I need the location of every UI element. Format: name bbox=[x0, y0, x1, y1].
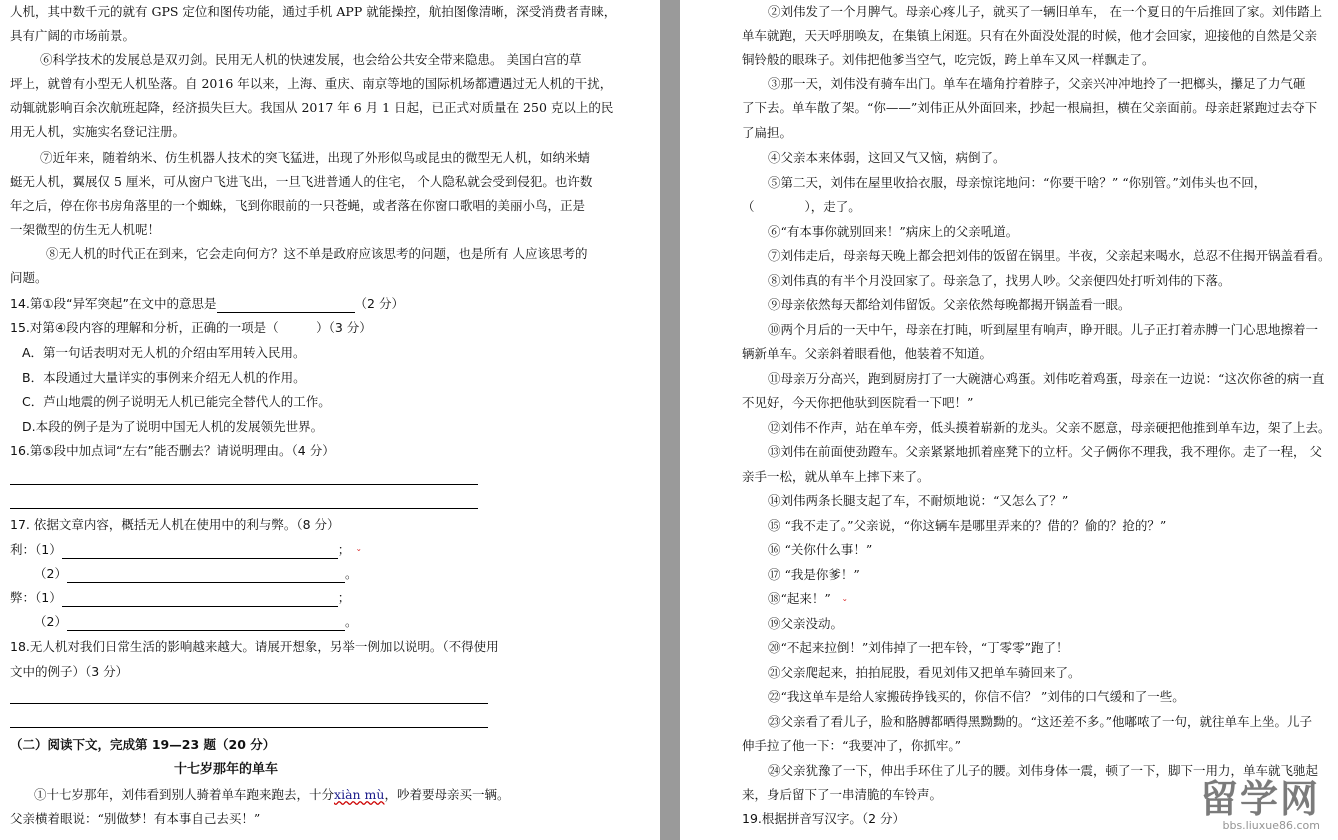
question-17: 17. 依据文章内容，概括无人机在使用中的利与弊。（8 分） bbox=[10, 517, 340, 532]
paragraph-line: （ ），走了。 bbox=[742, 199, 861, 214]
q17-bi-label: 弊：（1） bbox=[10, 590, 62, 605]
option-d: D.本段的例子是为了说明中国无人机的发展领先世界。 bbox=[22, 419, 324, 434]
section-heading: （二）阅读下文，完成第 19—23 题（20 分） bbox=[10, 737, 276, 752]
answer-line[interactable] bbox=[10, 727, 488, 728]
story-text: ①十七岁那年，刘伟看到别人骑着单车跑来跑去，十分 bbox=[34, 787, 335, 802]
option-a: A．第一句话表明对无人机的介绍由军用转入民用。 bbox=[22, 345, 306, 360]
paragraph-line: ⑥科学技术的发展总是双刃剑。民用无人机的快速发展，也会给公共安全带来隐患。 美国白宫的草 bbox=[40, 52, 582, 67]
paragraph-line: ⑤第二天，刘伟在屋里收拾衣服，母亲惊诧地问：“你要干啥？” “你别管。”刘伟头也不回， bbox=[768, 175, 1267, 190]
answer-blank[interactable] bbox=[62, 590, 338, 607]
paragraph-line: 人机，其中数千元的就有 GPS 定位和图传功能，通过手机 APP 就能操控，航拍图像清晰，深受消费者青睐， bbox=[10, 4, 617, 19]
paragraph-line: ⑪母亲万分高兴，跑到厨房打了一大碗溏心鸡蛋。刘伟吃着鸡蛋，母亲在一边说：“这次你爸的病一直 bbox=[768, 371, 1325, 386]
paragraph-line: ⑧无人机的时代正在到来，它会走向何方？这不单是政府应该思考的问题，也是所有 人应该思考的 bbox=[46, 246, 588, 261]
answer-blank[interactable] bbox=[67, 614, 345, 631]
q17-li-label: （2） bbox=[34, 566, 67, 581]
watermark-url: bbs.liuxue86.com bbox=[1222, 819, 1320, 832]
paragraph-line: 用无人机，实施实名登记注册。 bbox=[10, 124, 186, 139]
paragraph-line: 动辄就影响百余次航班起降，经济损失巨大。我国从 2017 年 6 月 1 日起，已正式对质量在 250 克以上的民 bbox=[10, 100, 614, 115]
question-14 bbox=[10, 296, 404, 313]
question-18: 18.无人机对我们日常生活的影响越来越大。请展开想象，另举一例加以说明。（不得使用 bbox=[10, 639, 499, 654]
paragraph-line: ㉓父亲看了看儿子，脸和胳膊都晒得黑黝黝的。“这还差不多。”他嘟哝了一句，就往单车上坐。儿子 bbox=[768, 714, 1313, 729]
option-b: B．本段通过大量详实的事例来介绍无人机的作用。 bbox=[22, 370, 306, 385]
paragraph-line: 铜铃般的眼珠子。刘伟把他爹当空气，吃完饭，跨上单车又风一样飘走了。 bbox=[742, 52, 1155, 67]
paragraph-line: ⑧刘伟真的有半个月没回家了。母亲急了，找男人吵。父亲便四处打听刘伟的下落。 bbox=[768, 273, 1231, 288]
paragraph-line: ④父亲本来体弱，这回又气又恼，病倒了。 bbox=[768, 150, 1006, 165]
paragraph-line: 蜓无人机，翼展仅 5 厘米，可从窗户飞进飞出，一旦飞进普通人的住宅， 个人隐私就会受到侵犯。也许数 bbox=[10, 174, 593, 189]
story-text: ，吵着要母亲买一辆。 bbox=[384, 787, 510, 802]
paragraph-line: ⑮ “我不走了。”父亲说，“你这辆车是哪里弄来的？借的？偷的？抢的？” bbox=[768, 518, 1167, 533]
q17-li-2 bbox=[34, 566, 357, 583]
story-paragraph: 父亲横着眼说：“别做梦！有本事自己去买！” bbox=[10, 811, 261, 826]
watermark-logo: 留学网 bbox=[1199, 777, 1320, 821]
paragraph-line: ⑭刘伟两条长腿支起了车，不耐烦地说：“又怎么了？” bbox=[768, 493, 1069, 508]
paragraph-line: 亲手一松，就从单车上摔下来了。 bbox=[742, 469, 930, 484]
question-19: 19.根据拼音写汉字。（2 分） bbox=[742, 811, 906, 826]
q17-bi-2 bbox=[34, 614, 357, 631]
punctuation: 。 bbox=[344, 566, 358, 581]
paragraph-line: ⑬刘伟在前面使劲蹬车。父亲紧紧地抓着座凳下的立杆。父子俩你不理我，我不理你。走了一程， 父 bbox=[768, 444, 1322, 459]
paragraph-line: ⑳“不起来拉倒！”刘伟掉了一把车铃，“丁零零”跑了！ bbox=[768, 640, 1069, 655]
paragraph-line: 问题。 bbox=[10, 270, 48, 285]
pinyin-blank: xiàn mù bbox=[334, 787, 385, 802]
paragraph-line: 一架微型的仿生无人机呢！ bbox=[10, 222, 161, 237]
spellcheck-mark: ˇ bbox=[356, 548, 362, 561]
option-c: C．芦山地震的例子说明无人机已能完全替代人的工作。 bbox=[22, 394, 331, 409]
paragraph-line: ⑥“有本事你就别回来！”病床上的父亲吼道。 bbox=[768, 224, 1019, 239]
paragraph-line: ㉑父亲爬起来，拍拍屁股，看见刘伟又把单车骑回来了。 bbox=[768, 665, 1081, 680]
paragraph-line: 伸手拉了他一下：“我要冲了，你抓牢。” bbox=[742, 738, 962, 753]
document-page-right bbox=[680, 0, 1338, 840]
paragraph-line: ⑦刘伟走后，母亲每天晚上都会把刘伟的饭留在锅里。半夜，父亲起来喝水，总忍不住揭开锅盖看看。 bbox=[768, 248, 1331, 263]
question-14-text: 14.第①段“异军突起”在文中的意思是 bbox=[10, 296, 217, 311]
paragraph-line: 辆新单车。父亲斜着眼看他，他装着不知道。 bbox=[742, 346, 993, 361]
question-15: 15.对第④段内容的理解和分析，正确的一项是（ ）（3 分） bbox=[10, 320, 372, 335]
paragraph-line: ⑯ “关你什么事！” bbox=[768, 542, 873, 557]
paragraph-line: ⑱“起来！” bbox=[768, 591, 831, 606]
paragraph-line: 来，身后留下了一串清脆的车铃声。 bbox=[742, 787, 943, 802]
paragraph-line: 单车就跑，天天呼朋唤友，在集镇上闲逛。只有在外面没处混的时候，他才会回家，迎接他的自然是父亲 bbox=[742, 28, 1318, 43]
paragraph-line: ③那一天，刘伟没有骑车出门。单车在墙角拧着脖子，父亲兴冲冲地拎了一把榔头，攥足了力气砸 bbox=[768, 76, 1306, 91]
paragraph-line: ⑫刘伟不作声，站在单车旁，低头摸着崭新的龙头。父亲不愿意，母亲硬把他推到单车边，架了上去。 bbox=[768, 420, 1331, 435]
question-18-cont: 文中的例子）（3 分） bbox=[10, 664, 129, 679]
q17-li-1 bbox=[10, 542, 350, 559]
paragraph-line: 年之后，停在你书房角落里的一个蜘蛛，飞到你眼前的一只苍蝇，或者落在你窗口歌唱的美丽小鸟，正是 bbox=[10, 198, 586, 213]
paragraph-line: ⑰ “我是你爹！” bbox=[768, 567, 860, 582]
answer-line[interactable] bbox=[10, 484, 478, 485]
answer-line[interactable] bbox=[10, 703, 488, 704]
punctuation: ； bbox=[337, 590, 351, 605]
punctuation: ； bbox=[337, 542, 351, 557]
story-title: 十七岁那年的单车 bbox=[174, 762, 279, 777]
paragraph-line: 坪上，就曾有小型无人机坠落。自 2016 年以来，上海、重庆、南京等地的国际机场都遭遇过无人机的干扰， bbox=[10, 76, 613, 91]
paragraph-line: 了扁担。 bbox=[742, 125, 793, 140]
punctuation: 。 bbox=[344, 614, 358, 629]
answer-blank[interactable] bbox=[62, 542, 338, 559]
answer-line[interactable] bbox=[10, 508, 478, 509]
site-watermark bbox=[1200, 768, 1320, 832]
paragraph-line: 具有广阔的市场前景。 bbox=[10, 28, 136, 43]
paragraph-line: ⑲父亲没动。 bbox=[768, 616, 844, 631]
paragraph-line: ㉔父亲犹豫了一下，伸出手环住了儿子的腰。刘伟身体一震，顿了一下，脚下一用力，单车就飞驰起 bbox=[768, 763, 1319, 778]
page-gap bbox=[660, 0, 680, 840]
paragraph-line: ⑨母亲依然每天都给刘伟留饭。父亲依然每晚都揭开锅盖看一眼。 bbox=[768, 297, 1131, 312]
question-16: 16.第⑤段中加点词“左右”能否删去？请说明理由。（4 分） bbox=[10, 443, 335, 458]
answer-blank[interactable] bbox=[217, 296, 355, 313]
answer-blank[interactable] bbox=[67, 566, 345, 583]
paragraph-line: ⑦近年来，随着纳米、仿生机器人技术的突飞猛进，出现了外形似鸟或昆虫的微型无人机，如纳米蜻 bbox=[40, 150, 591, 165]
question-14-score: （2 分） bbox=[354, 296, 404, 311]
paragraph-line: 不见好，今天你把他驮到医院看一下吧！” bbox=[742, 395, 974, 410]
story-paragraph bbox=[34, 787, 509, 803]
q17-bi-1 bbox=[10, 590, 350, 607]
q17-li-label: 利：（1） bbox=[10, 542, 62, 557]
spellcheck-mark: ˇ bbox=[842, 598, 848, 611]
paragraph-line: 了下去。单车散了架。“你——”刘伟正从外面回来，抄起一根扁担，横在父亲面前。母亲赶紧跑过去夺下 bbox=[742, 100, 1318, 115]
document-page-left bbox=[0, 0, 660, 840]
paragraph-line: ⑩两个月后的一天中午，母亲在打盹，听到屋里有响声，睁开眼。儿子正打着赤膊一门心思地擦着一 bbox=[768, 322, 1319, 337]
q17-bi-label: （2） bbox=[34, 614, 67, 629]
paragraph-line: ㉒“我这单车是给人家搬砖挣钱买的，你信不信？ ”刘伟的口气缓和了一些。 bbox=[768, 689, 1185, 704]
paragraph-line: ②刘伟发了一个月脾气。母亲心疼儿子，就买了一辆旧单车， 在一个夏日的午后推回了家。刘伟踏上 bbox=[768, 4, 1322, 19]
